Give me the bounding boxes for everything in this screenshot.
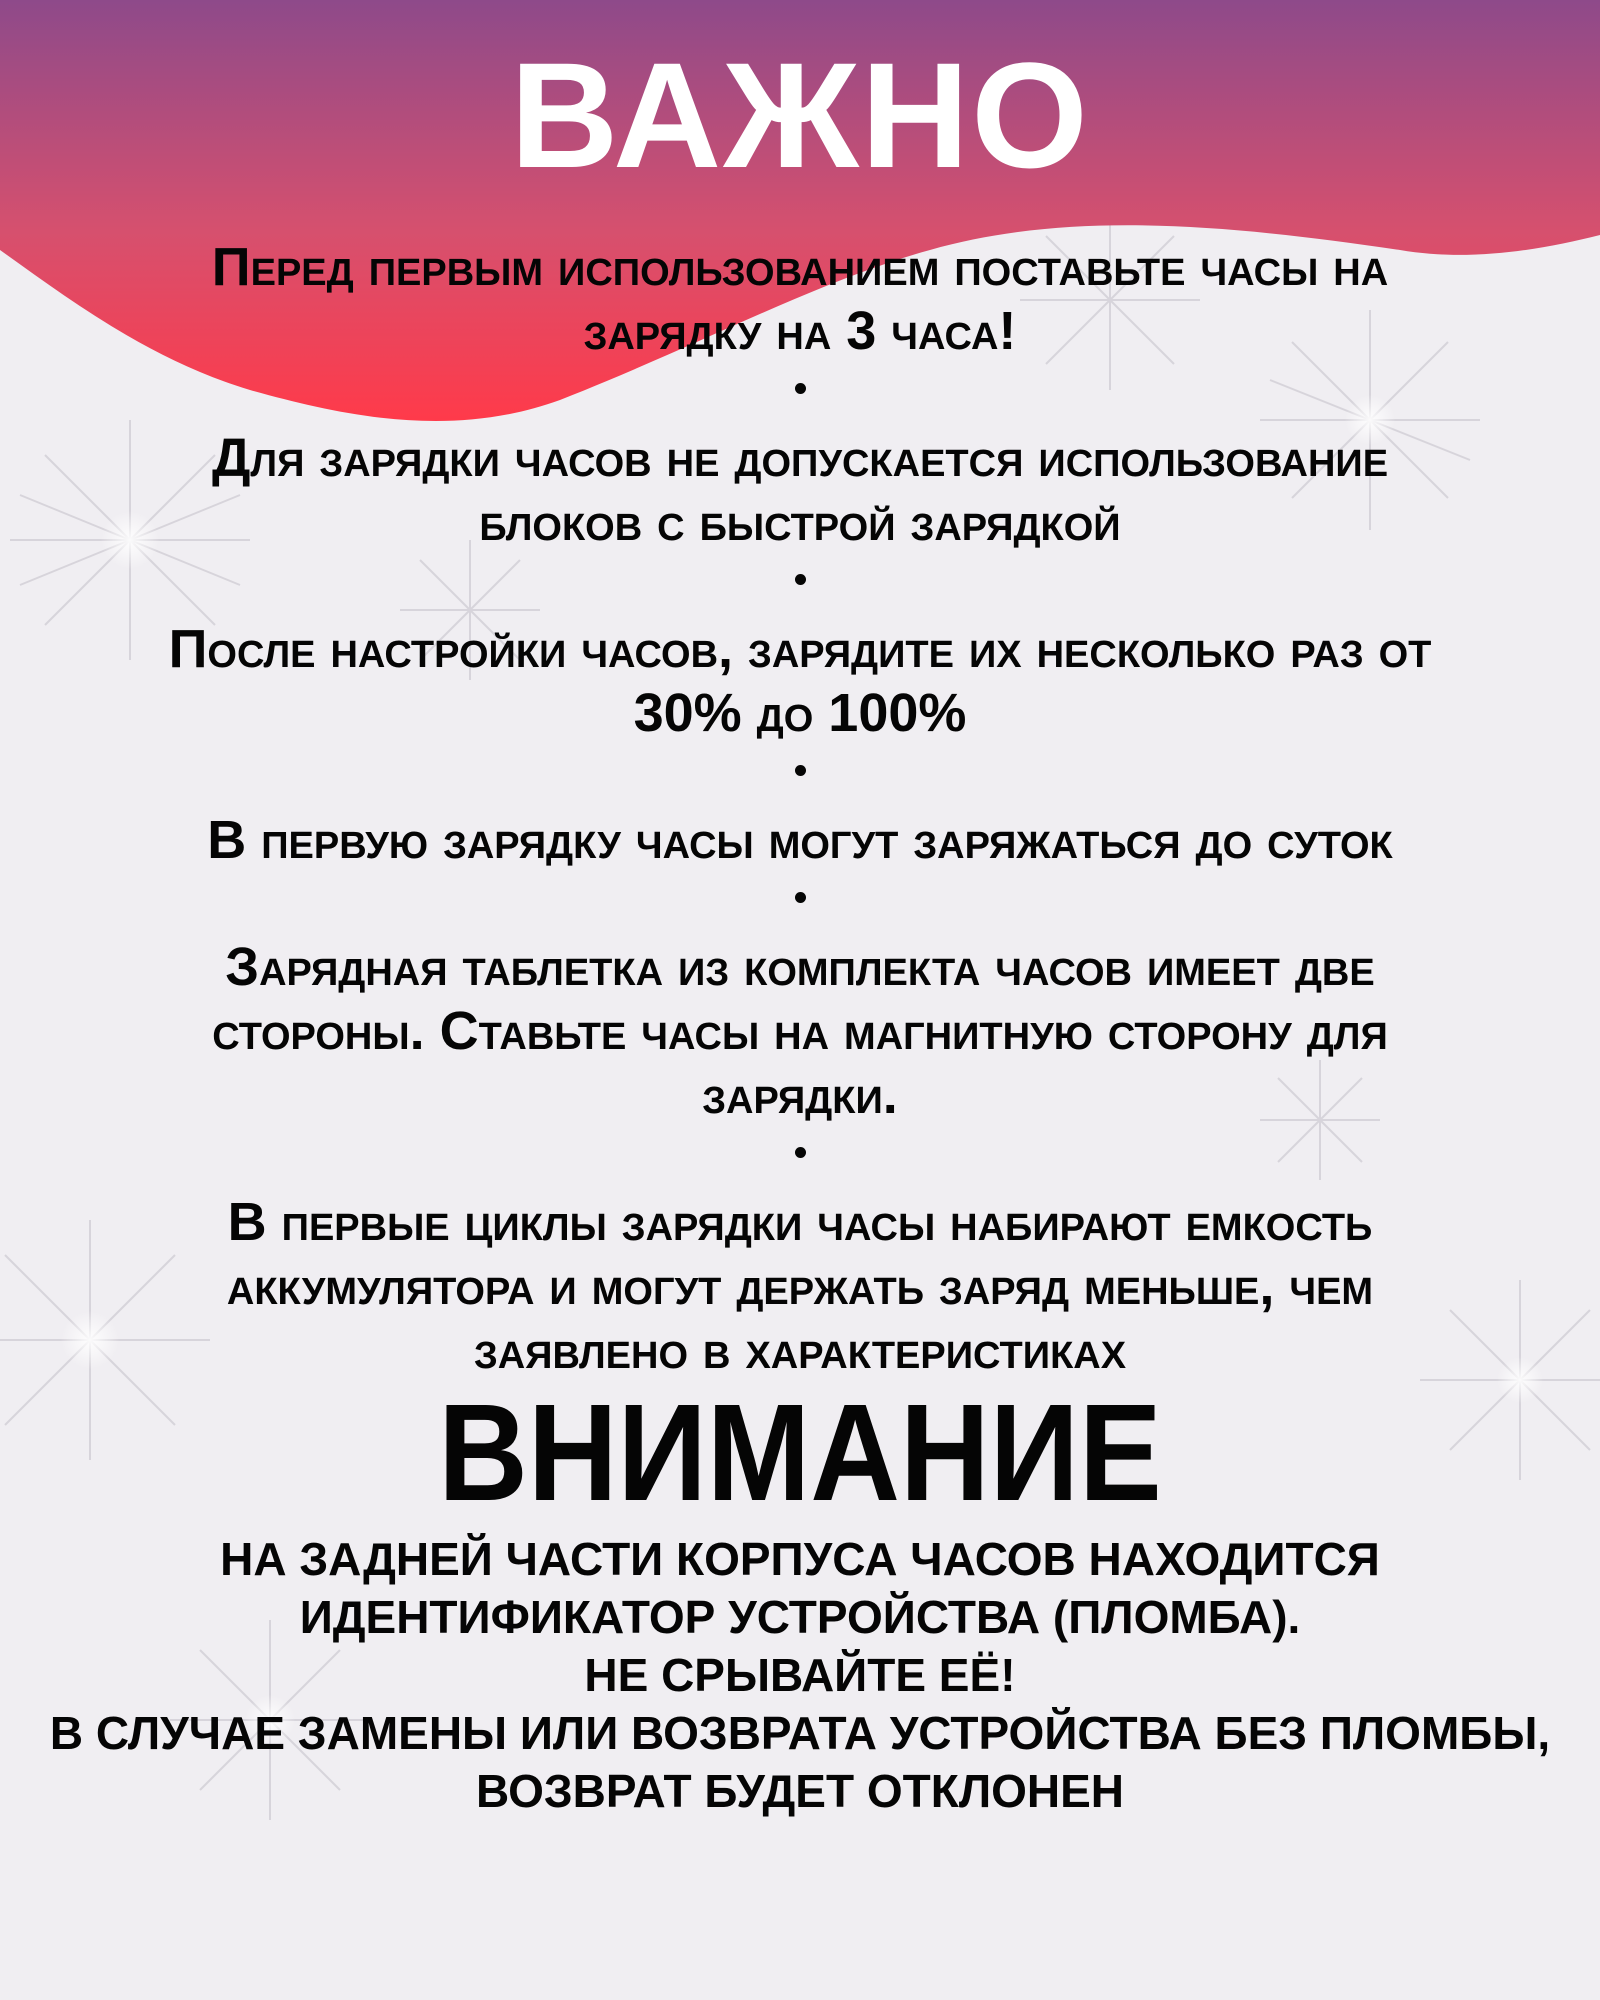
instruction-line: аккумулятора и могут держать заряд меньше, чем xyxy=(226,1256,1374,1316)
instruction-line: заявлено в характеристиках xyxy=(473,1320,1127,1380)
instruction-line: стороны. Ставьте часы на магнитную сторону для xyxy=(212,1001,1388,1061)
warning-line: ИДЕНТИФИКАТОР УСТРОЙСТВА (ПЛОМБА). xyxy=(299,1591,1301,1643)
instruction-item xyxy=(30,935,1570,1127)
instruction-item xyxy=(30,808,1570,872)
instruction-line: зарядки. xyxy=(702,1065,898,1125)
warning-line: ВОЗВРАТ БУДЕТ ОТКЛОНЕН xyxy=(476,1765,1124,1817)
warning-text xyxy=(30,1530,1570,1820)
instruction-line: Для зарядки часов не допускается использование xyxy=(211,428,1389,488)
bullet-dot-icon xyxy=(795,1147,806,1158)
bullet-dot-icon xyxy=(795,765,806,776)
bullet-dot-icon xyxy=(795,892,806,903)
instruction-line: 30% до 100% xyxy=(633,683,967,743)
bullet-dot-icon xyxy=(795,383,806,394)
page-title: ВАЖНО xyxy=(510,31,1090,199)
instruction-line: После настройки часов, зарядите их несколько раз от xyxy=(168,619,1432,679)
warning-line: НЕ СРЫВАЙТЕ ЕЁ! xyxy=(584,1649,1016,1701)
instruction-line: В первые циклы зарядки часы набирают емкость xyxy=(227,1192,1373,1252)
instruction-line: В первую зарядку часы могут заряжаться до суток xyxy=(207,810,1393,870)
instruction-line: зарядку на 3 часа! xyxy=(583,301,1017,361)
instructions-list xyxy=(30,235,1570,1820)
warning-title: ВНИМАНИЕ xyxy=(438,1376,1162,1530)
instruction-line: Перед первым использованием поставьте часы на xyxy=(211,237,1389,297)
warning-line: НА ЗАДНЕЙ ЧАСТИ КОРПУСА ЧАСОВ НАХОДИТСЯ xyxy=(220,1533,1380,1585)
instruction-item xyxy=(30,617,1570,745)
instruction-item xyxy=(30,426,1570,554)
instruction-item xyxy=(30,235,1570,363)
instruction-line: блоков с быстрой зарядкой xyxy=(479,492,1121,552)
bullet-dot-icon xyxy=(795,574,806,585)
warning-line: В СЛУЧАЕ ЗАМЕНЫ ИЛИ ВОЗВРАТА УСТРОЙСТВА БЕЗ ПЛОМБЫ, xyxy=(49,1707,1551,1759)
instruction-line: Зарядная таблетка из комплекта часов имеет две xyxy=(225,937,1375,997)
instruction-item xyxy=(30,1190,1570,1382)
